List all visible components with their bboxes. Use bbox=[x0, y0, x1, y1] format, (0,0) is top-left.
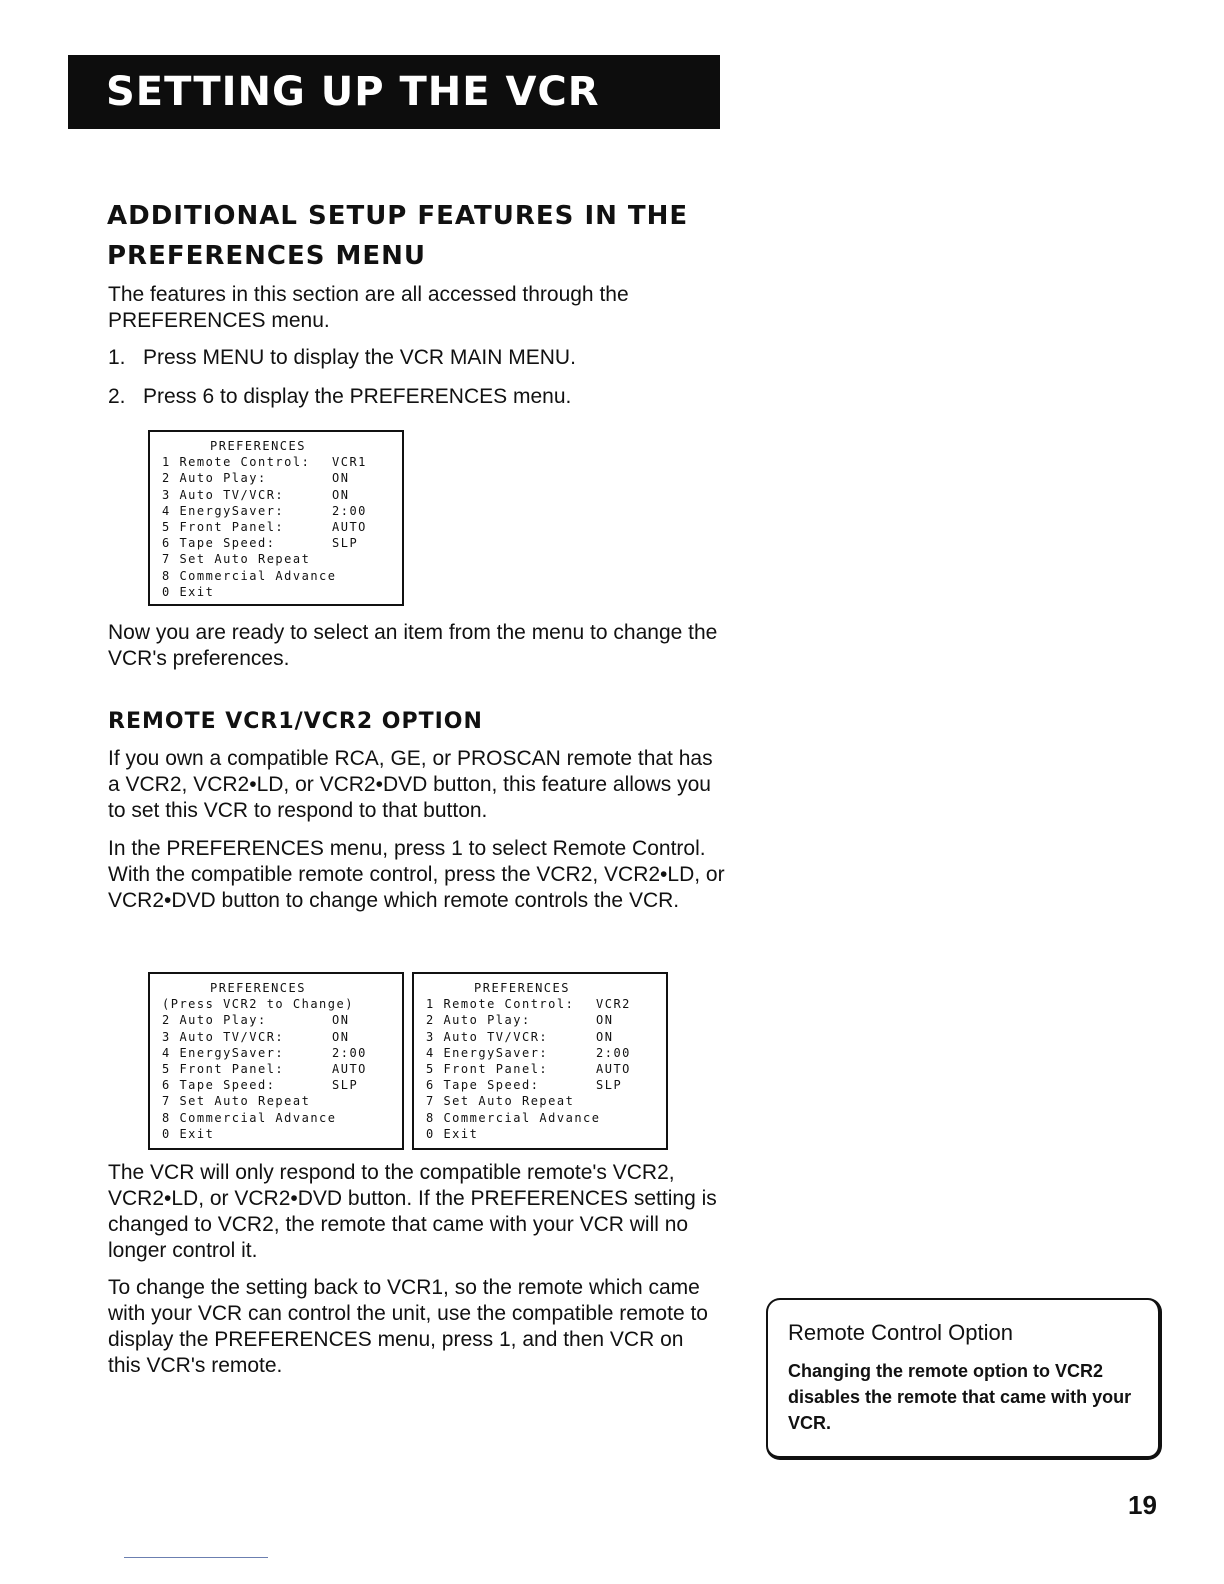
menu-row-label: 6 Tape Speed: bbox=[426, 1078, 540, 1093]
menu-row bbox=[162, 470, 394, 486]
menu-row bbox=[162, 454, 394, 470]
menu-row-label: 5 Front Panel: bbox=[426, 1062, 549, 1077]
menu-row bbox=[162, 1077, 394, 1093]
menu-row bbox=[162, 1110, 394, 1126]
menu-row-value: ON bbox=[596, 1013, 614, 1028]
preferences-menu-before bbox=[148, 972, 404, 1150]
menu-row bbox=[162, 487, 394, 503]
menu-row-label: 6 Tape Speed: bbox=[162, 1078, 276, 1093]
menu-row-value: 2:00 bbox=[332, 503, 367, 518]
remote-paragraph-1: If you own a compatible RCA, GE, or PROSCAN remote that has a VCR2, VCR2•LD, or VCR2•DVD button, this feature allows you to set this VCR to respond to that button. bbox=[108, 747, 713, 822]
menu-row bbox=[426, 996, 658, 1012]
menu-row-label: 0 Exit bbox=[162, 584, 215, 599]
intro-paragraph: The features in this section are all accessed through the PREFERENCES menu. bbox=[108, 283, 629, 332]
section-heading-line1: ADDITIONAL SETUP FEATURES IN THE bbox=[107, 201, 689, 231]
menu-row-label: 8 Commercial Advance bbox=[426, 1110, 601, 1125]
menu-row-label: 2 Auto Play: bbox=[162, 471, 267, 486]
menu-row-label: 4 EnergySaver: bbox=[162, 503, 285, 518]
menu-row-value: SLP bbox=[332, 536, 359, 551]
menu-row bbox=[162, 1012, 394, 1028]
menu-row-label: 0 Exit bbox=[162, 1126, 215, 1141]
menu-row bbox=[162, 1029, 394, 1045]
menu-row bbox=[162, 1045, 394, 1061]
menu-row bbox=[162, 535, 394, 551]
menu-row bbox=[426, 1012, 658, 1028]
menu-row-label: 2 Auto Play: bbox=[162, 1013, 267, 1028]
chapter-title: SETTING UP THE VCR bbox=[106, 69, 600, 115]
menu-row-label: 8 Commercial Advance bbox=[162, 568, 337, 583]
chapter-banner bbox=[68, 55, 720, 129]
menu-row-label: 4 EnergySaver: bbox=[162, 1045, 285, 1060]
menu-row bbox=[426, 1029, 658, 1045]
menu-row-label: 6 Tape Speed: bbox=[162, 536, 276, 551]
menu-row bbox=[162, 551, 394, 567]
menu-row-value: ON bbox=[332, 1029, 350, 1044]
menu-row-label: 1 Remote Control: bbox=[426, 997, 575, 1012]
menu-row-label: 1 Remote Control: bbox=[162, 455, 311, 470]
menu-row-label: 3 Auto TV/VCR: bbox=[426, 1029, 549, 1044]
menu-row-label: 0 Exit bbox=[426, 1126, 479, 1141]
menu-row bbox=[426, 1061, 658, 1077]
menu-row-value: AUTO bbox=[596, 1062, 631, 1077]
menu-row-label: 7 Set Auto Repeat bbox=[426, 1094, 575, 1109]
menu-row bbox=[162, 568, 394, 584]
step-1 bbox=[108, 345, 576, 371]
remote-paragraph-2: In the PREFERENCES menu, press 1 to select Remote Control. With the compatible remote control, press the VCR2, VCR2•LD, or VCR2•DVD button to change which remote controls the VCR. bbox=[108, 837, 725, 912]
menu-row-label: 7 Set Auto Repeat bbox=[162, 1094, 311, 1109]
menu-title: PREFERENCES bbox=[474, 981, 570, 995]
menu-row-value: ON bbox=[332, 471, 350, 486]
section-heading-line2: PREFERENCES MENU bbox=[107, 241, 427, 271]
section-heading bbox=[107, 196, 747, 276]
menu-row bbox=[162, 996, 394, 1012]
menu-row-label: 5 Front Panel: bbox=[162, 520, 285, 535]
menu-row bbox=[426, 1093, 658, 1109]
menu-row-value: VCR2 bbox=[596, 997, 631, 1012]
menu-row-value: ON bbox=[596, 1029, 614, 1044]
step-2-text: Press 6 to display the PREFERENCES menu. bbox=[143, 385, 572, 408]
menu-row-label: (Press VCR2 to Change) bbox=[162, 997, 354, 1012]
menu-row-value: VCR1 bbox=[332, 455, 367, 470]
after-menu-paragraph: Now you are ready to select an item from the menu to change the VCR's preferences. bbox=[108, 621, 718, 670]
menu-row-label: 3 Auto TV/VCR: bbox=[162, 1029, 285, 1044]
menu-title: PREFERENCES bbox=[210, 439, 306, 453]
menu-row-value: SLP bbox=[596, 1078, 623, 1093]
menu-row bbox=[162, 503, 394, 519]
menu-row bbox=[162, 1126, 394, 1142]
menu-row bbox=[426, 1110, 658, 1126]
menu-title: PREFERENCES bbox=[210, 981, 306, 995]
menu-row-value: 2:00 bbox=[596, 1045, 631, 1060]
menu-row bbox=[162, 519, 394, 535]
remote-control-option-callout bbox=[766, 1298, 1162, 1460]
step-2-number: 2. bbox=[108, 385, 126, 408]
remote-paragraph-3: The VCR will only respond to the compatible remote's VCR2, VCR2•LD, or VCR2•DVD button. If the PREFERENCES setting is changed to VCR2, the remote that came with your VCR will no longer control it. bbox=[108, 1161, 717, 1262]
step-1-text: Press MENU to display the VCR MAIN MENU. bbox=[143, 346, 576, 369]
callout-text: Changing the remote option to VCR2 disables the remote that came with your VCR. bbox=[788, 1361, 1132, 1433]
menu-row-value: AUTO bbox=[332, 1062, 367, 1077]
callout-title: Remote Control Option bbox=[788, 1320, 1013, 1345]
preferences-menu-main bbox=[148, 430, 404, 606]
remote-paragraph-4: To change the setting back to VCR1, so the remote which came with your VCR can control the unit, use the compatible remote to display the PREFERENCES menu, press 1, and then VCR on this VCR's remote. bbox=[108, 1276, 708, 1377]
page-number: 19 bbox=[1128, 1490, 1157, 1520]
menu-row-value: ON bbox=[332, 1013, 350, 1028]
remote-option-heading: REMOTE VCR1/VCR2 OPTION bbox=[108, 709, 483, 734]
menu-row-value: SLP bbox=[332, 1078, 359, 1093]
menu-row-value: ON bbox=[332, 487, 350, 502]
menu-row-value: 2:00 bbox=[332, 1045, 367, 1060]
menu-row-label: 8 Commercial Advance bbox=[162, 1110, 337, 1125]
step-1-number: 1. bbox=[108, 346, 126, 369]
menu-row-label: 3 Auto TV/VCR: bbox=[162, 487, 285, 502]
menu-row bbox=[426, 1045, 658, 1061]
menu-row bbox=[426, 1126, 658, 1142]
footer-rule bbox=[124, 1557, 268, 1558]
menu-row bbox=[426, 1077, 658, 1093]
menu-row bbox=[162, 1093, 394, 1109]
menu-row-value: AUTO bbox=[332, 520, 367, 535]
menu-row-label: 5 Front Panel: bbox=[162, 1062, 285, 1077]
preferences-menu-after bbox=[412, 972, 668, 1150]
step-2 bbox=[108, 384, 571, 410]
menu-row-label: 2 Auto Play: bbox=[426, 1013, 531, 1028]
menu-row-label: 4 EnergySaver: bbox=[426, 1045, 549, 1060]
menu-row bbox=[162, 1061, 394, 1077]
menu-row-label: 7 Set Auto Repeat bbox=[162, 552, 311, 567]
menu-row bbox=[162, 584, 394, 600]
